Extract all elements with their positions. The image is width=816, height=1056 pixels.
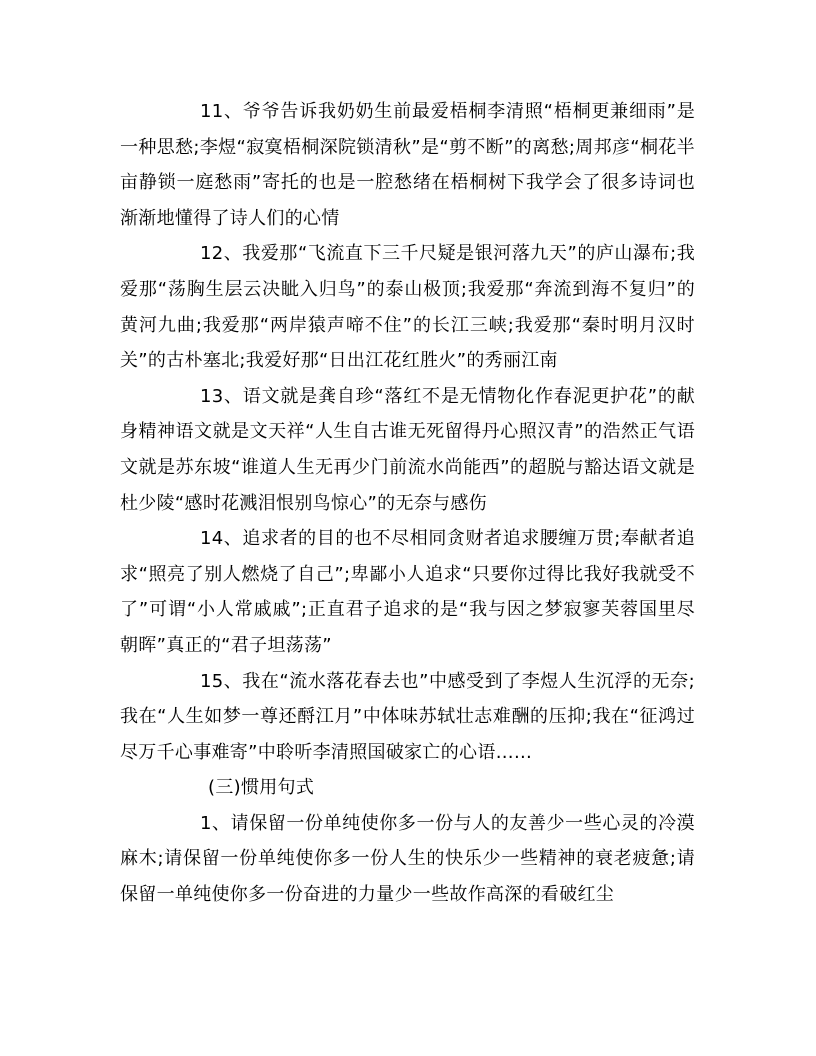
paragraph-1: 1、请保留一份单纯使你多一份与人的友善少一些心灵的冷漠麻木;请保留一份单纯使你多一份人生的快乐少一些精神的衰老疲惫;请保留一单纯使你多一份奋进的力量少一些故作高深的看破红尘 (120, 812, 695, 906)
paragraph-12: 12、我爱那“飞流直下三千尺疑是银河落九天”的庐山瀑布;我爱那“荡胸生层云决眦入归鸟”的泰山极顶;我爱那“奔流到海不复归”的黄河九曲;我爱那“两岸猿声啼不住”的长江三峡;我爱那“秦时明月汉时关”的古朴塞北;我爱好那“日出江花红胜火”的秀丽江南 (120, 243, 695, 372)
document-body (120, 94, 695, 913)
paragraph-11: 11、爷爷告诉我奶奶生前最爱梧桐李清照“梧桐更兼细雨”是一种思愁;李煜“寂寞梧桐深院锁清秋”是“剪不断”的离愁;周邦彦“桐花半亩静锁一庭愁雨”寄托的也是一腔愁绪在梧桐树下我学会了很多诗词也渐渐地懂得了诗人们的心情 (120, 101, 695, 229)
paragraph-15: 15、我在“流水落花春去也”中感受到了李煜人生沉浮的无奈;我在“人生如梦一尊还酹江月”中体味苏轼壮志难酬的压抑;我在“征鸿过尽万千心事难寄”中聆听李清照国破家亡的心语…… (120, 670, 695, 763)
paragraph-14: 14、追求者的目的也不尽相同贪财者追求腰缠万贯;奉献者追求“照亮了别人燃烧了自己”;卑鄙小人追求“只要你过得比我好我就受不了”可谓“小人常戚戚”;正直君子追求的是“我与因之梦寂寥芙蓉国里尽朝晖”真正的“君子坦荡荡” (120, 528, 695, 656)
section-heading-3: (三)惯用句式 (208, 777, 315, 799)
paragraph-13: 13、语文就是龚自珍“落红不是无情物化作春泥更护花”的献身精神语文就是文天祥“人生自古谁无死留得丹心照汉青”的浩然正气语文就是苏东坡“谁道人生无再少门前流水尚能西”的超脱与豁达语文就是杜少陵“感时花溅泪恨别鸟惊心”的无奈与感伤 (120, 385, 695, 514)
